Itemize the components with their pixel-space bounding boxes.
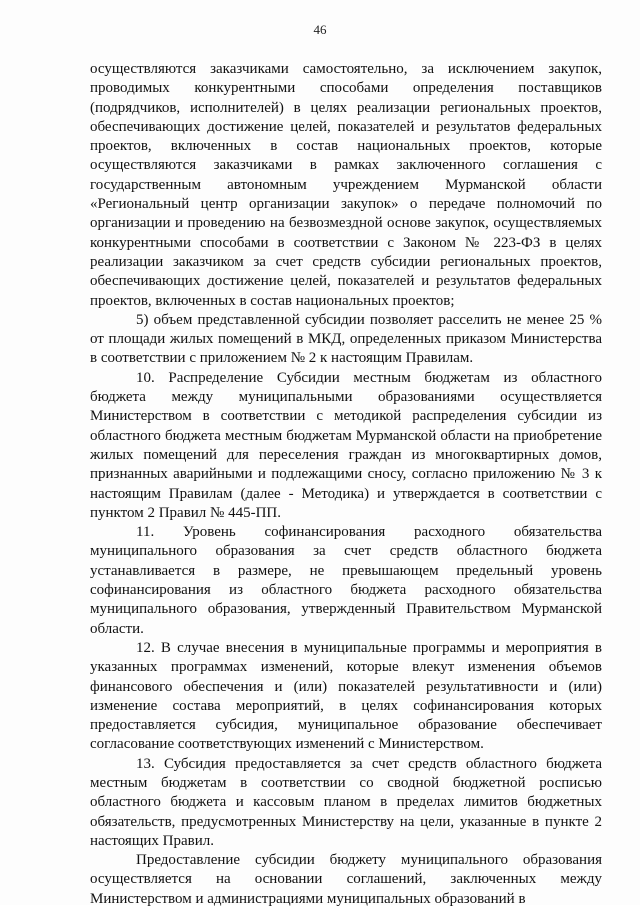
- paragraph-11: 11. Уровень софинансирования расходного обязательства муниципального образования за счет средств областного бюджета устанавливается в размере, не превышающем предельный уровень софинансирования из областного бюджета расходного обязательства муниципального образования, утвержденный Правительством Мурманской области.: [90, 524, 602, 637]
- paragraph-item-5: 5) объем представленной субсидии позволяет расселить не менее 25 % от площади жилых помещений в МКД, определенных приказом Министерства в соответствии с приложением № 2 к настоящим Правилам.: [90, 311, 602, 367]
- page-number: 46: [313, 22, 327, 37]
- document-body: [90, 60, 602, 909]
- paragraph-subsidy-provision: Предоставление субсидии бюджету муниципального образования осуществляется на основании соглашений, заключенных между Министерством и администрациями муниципальных образований в: [90, 852, 602, 907]
- paragraph-10: 10. Распределение Субсидии местным бюджетам из областного бюджета между муниципальными образованиями осуществляется Министерством в соответствии с методикой распределения субсидии из областного бюджета местным бюджетам Мурманской области на приобретение жилых помещений для переселения граждан из многоквартирных домов, признанных аварийными и подлежащими сносу, согласно приложению № 3 к настоящим Правилам (далее - Методика) и утверждается в соответствии с пунктом 2 Правил № 445-ПП.: [90, 369, 602, 521]
- paragraph-13: 13. Субсидия предоставляется за счет средств областного бюджета местным бюджетам в соответствии со сводной бюджетной росписью областного бюджета и кассовым планом в пределах лимитов бюджетных обязательств, предусмотренных Министерству на цели, указанные в пункте 2 настоящих Правил.: [90, 755, 602, 849]
- paragraph-12: 12. В случае внесения в муниципальные программы и мероприятия в указанных программах изменений, которые влекут изменения объемов финансового обеспечения и (или) показателей результативности и (или) изменение состава мероприятий, в целях софинансирования которых предоставляется субсидия, муниципальное образование обеспечивает согласование соответствующих изменений с Министерством.: [90, 639, 602, 753]
- paragraph-continuation: осуществляются заказчиками самостоятельно, за исключением закупок, проводимых конкурентными способами определения поставщиков (подрядчиков, исполнителей) в целях реализации региональных проектов, обеспечивающих достижение целей, показателей и результатов федеральных проектов, включенных в состав национальных проектов, которые осуществляются заказчиками в рамках заключенного соглашения с государственным автономным учреждением Мурманской области «Региональный центр организации закупок» о передаче полномочий по организации и проведению на безвозмездной основе закупок, осуществляемых конкурентными способами в соответствии с Законом № 223-ФЗ в целях реализации заказчиком за счет средств субсидии региональных проектов, обеспечивающих достижение целей, показателей и результатов федеральных проектов, включенных в состав национальных проектов;: [90, 61, 602, 309]
